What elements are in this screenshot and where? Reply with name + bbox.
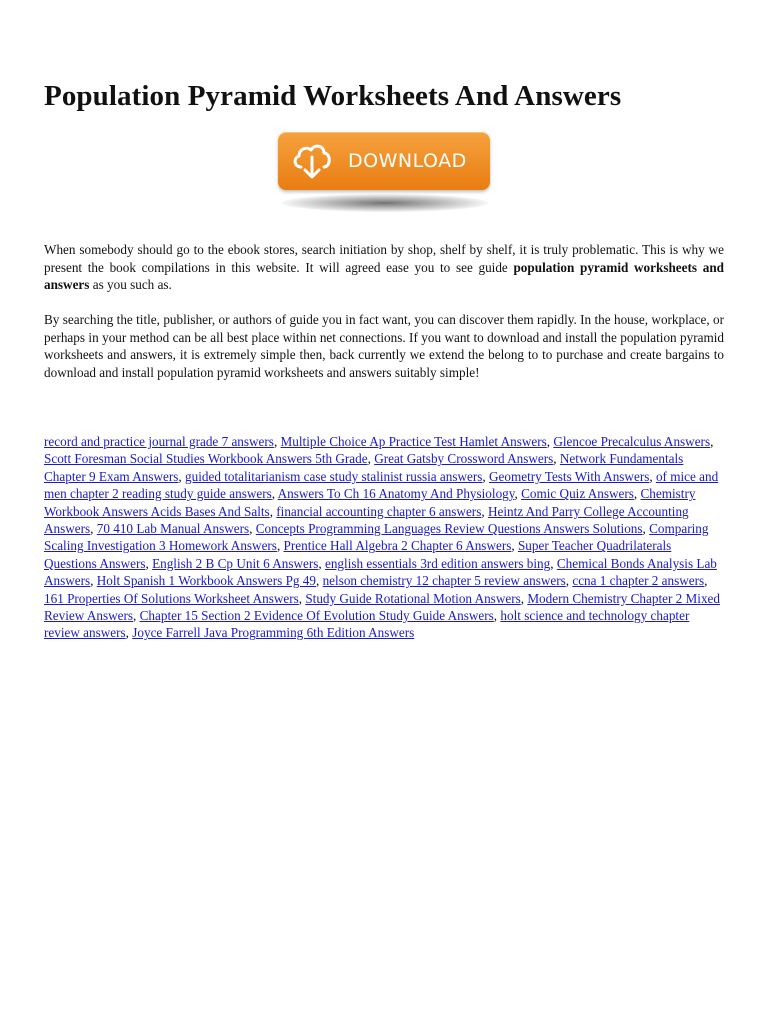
related-links-list xyxy=(44,433,724,642)
link-separator: , xyxy=(514,486,522,502)
download-button[interactable] xyxy=(278,132,490,190)
link-separator: , xyxy=(318,555,325,571)
related-link[interactable]: Super Teacher Quadrilaterals Questions Answers xyxy=(44,538,672,571)
link-separator: , xyxy=(642,521,650,537)
link-separator: , xyxy=(249,521,256,537)
related-link[interactable]: Scott Foresman Social Studies Workbook Answers 5th Grade xyxy=(44,451,368,467)
link-separator: , xyxy=(367,451,375,467)
link-separator: , xyxy=(298,590,306,606)
related-link[interactable]: Multiple Choice Ap Practice Test Hamlet Answers xyxy=(280,434,547,449)
related-link[interactable]: nelson chemistry 12 chapter 5 review answers xyxy=(322,573,566,589)
related-link[interactable]: English 2 B Cp Unit 6 Answers xyxy=(152,555,319,571)
intro-paragraph xyxy=(44,241,724,294)
related-link[interactable]: Network Fundamentals Chapter 9 Exam Answers xyxy=(44,451,684,484)
link-separator: , xyxy=(133,608,140,624)
related-link[interactable]: financial accounting chapter 6 answers xyxy=(276,503,482,519)
link-separator: , xyxy=(633,486,641,502)
related-link[interactable]: Comic Quiz Answers xyxy=(521,486,634,502)
intro-text-end: as you such as. xyxy=(89,277,172,292)
link-separator: , xyxy=(276,538,284,554)
related-link[interactable]: Chapter 15 Section 2 Evidence Of Evolution Study Guide Answers xyxy=(139,608,494,624)
link-separator: , xyxy=(90,573,97,589)
link-separator: , xyxy=(546,434,554,449)
related-link[interactable]: Glencoe Precalculus Answers xyxy=(553,434,711,449)
body-paragraph: By searching the title, publisher, or authors of guide you in fact want, you can discover them rapidly. In the house, workplace, or perhaps in your method can be all best place within net connections. If you want to download and install the population pyramid worksheets and answers, it is extremely simple then, back currently we extend the belong to to purchase and create bargains to download and install population pyramid worksheets and answers suitably simple! xyxy=(44,312,724,380)
related-link[interactable]: Study Guide Rotational Motion Answers xyxy=(305,590,521,606)
link-separator: , xyxy=(553,451,560,467)
related-link[interactable]: guided totalitarianism case study stalinist russia answers xyxy=(185,468,483,484)
link-separator: , xyxy=(493,608,501,624)
related-link[interactable]: 161 Properties Of Solutions Worksheet Answers xyxy=(44,590,299,606)
link-separator: , xyxy=(269,503,277,519)
related-link[interactable]: Comparing Scaling Investigation 3 Homework Answers xyxy=(44,521,709,554)
link-separator: , xyxy=(704,573,708,589)
link-separator: , xyxy=(482,468,490,484)
related-link[interactable]: Geometry Tests With Answers xyxy=(489,468,650,484)
related-link[interactable]: of mice and men chapter 2 reading study guide answers xyxy=(44,468,719,502)
link-separator: , xyxy=(178,468,186,484)
download-banner xyxy=(262,128,508,224)
related-link[interactable]: Holt Spanish 1 Workbook Answers Pg 49 xyxy=(96,573,316,589)
related-link[interactable]: holt science and technology chapter review answers xyxy=(44,608,690,641)
related-link[interactable]: english essentials 3rd edition answers bing xyxy=(324,555,551,571)
intro-bold-phrase: population pyramid worksheets and answers xyxy=(44,259,724,292)
link-separator: , xyxy=(520,590,528,606)
related-link[interactable]: 70 410 Lab Manual Answers xyxy=(96,521,250,537)
link-separator: , xyxy=(481,503,488,519)
link-separator: , xyxy=(90,521,97,537)
page-title: Population Pyramid Worksheets And Answers xyxy=(44,80,622,112)
link-separator: , xyxy=(550,555,557,571)
related-link[interactable]: Great Gatsby Crossword Answers xyxy=(374,451,554,467)
link-separator: , xyxy=(125,625,133,641)
cloud-download-icon xyxy=(290,140,334,182)
related-link[interactable]: Chemistry Workbook Answers Acids Bases And Salts xyxy=(44,486,696,519)
link-separator: , xyxy=(565,573,573,589)
related-link[interactable]: ccna 1 chapter 2 answers xyxy=(572,573,705,589)
related-link[interactable]: Joyce Farrell Java Programming 6th Edition Answers xyxy=(132,625,415,641)
link-separator: , xyxy=(273,434,281,449)
related-link[interactable]: Chemical Bonds Analysis Lab Answers xyxy=(44,555,717,589)
download-button-shadow xyxy=(282,194,488,212)
related-link[interactable]: Concepts Programming Languages Review Questions Answers Solutions xyxy=(255,521,643,537)
link-separator: , xyxy=(511,538,518,554)
link-separator: , xyxy=(710,434,714,449)
download-label: DOWNLOAD xyxy=(348,150,467,172)
link-separator: , xyxy=(315,573,323,589)
link-separator: , xyxy=(649,468,656,484)
link-separator: , xyxy=(145,555,153,571)
related-link[interactable]: Heintz And Parry College Accounting Answers xyxy=(44,503,689,537)
related-link[interactable]: Answers To Ch 16 Anatomy And Physiology xyxy=(277,486,515,502)
related-link[interactable]: record and practice journal grade 7 answers xyxy=(44,434,274,449)
related-link[interactable]: Prentice Hall Algebra 2 Chapter 6 Answers xyxy=(283,538,512,554)
related-link[interactable]: Modern Chemistry Chapter 2 Mixed Review Answers xyxy=(44,590,720,624)
intro-text-start: When somebody should go to the ebook stores, search initiation by shop, shelf by shelf, it is truly problematic. This is why we present the book compilations in this website. It will agreed ease you to see guide xyxy=(44,242,724,275)
link-separator: , xyxy=(271,486,278,502)
